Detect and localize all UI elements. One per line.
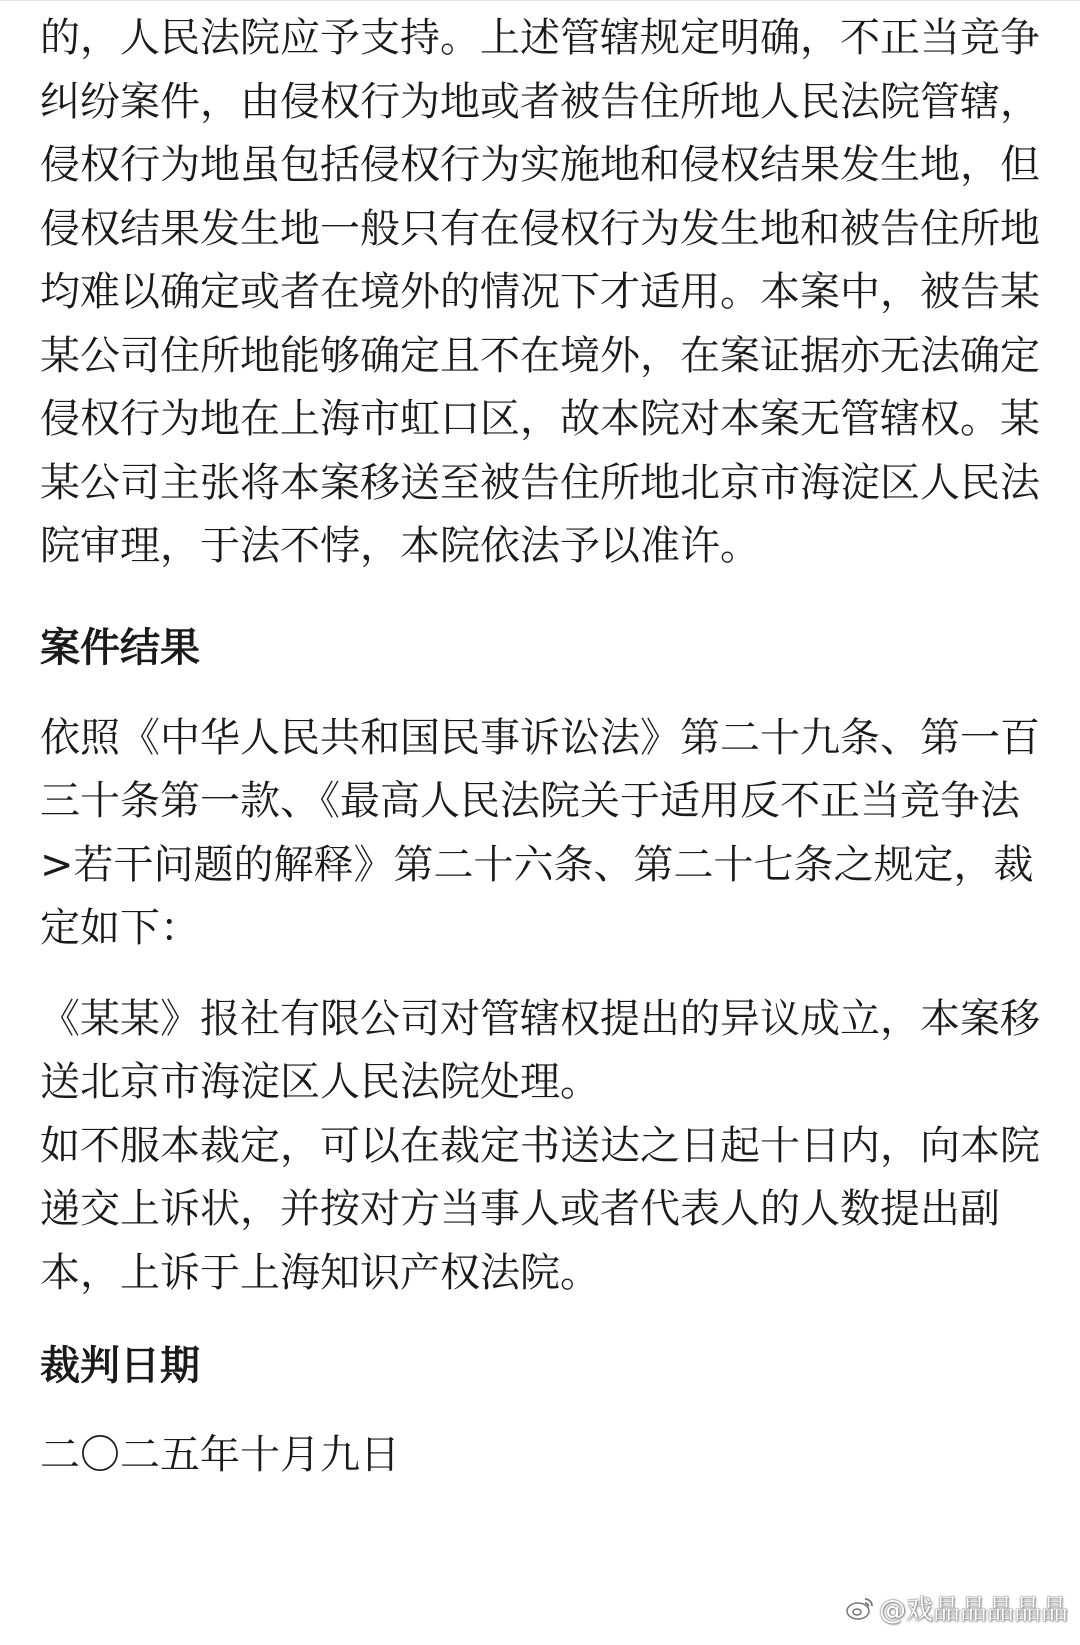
paragraph-ruling: 《某某》报社有限公司对管辖权提出的异议成立，本案移送北京市海淀区人民法院处理。 bbox=[40, 995, 1040, 1105]
paragraph-date: 二〇二五年十月九日 bbox=[40, 1432, 400, 1478]
document-body bbox=[40, 0, 1040, 1488]
paragraph-appeal-notice: 如不服本裁定，可以在裁定书送达之日起十日内，向本院递交上诉状，并按对方当事人或者代表人的人数提出副本，上诉于上海知识产权法院。 bbox=[40, 1122, 1040, 1296]
heading-ruling-date: 裁判日期 bbox=[40, 1343, 200, 1389]
watermark-text: @戏晶晶晶晶晶 bbox=[879, 1595, 1068, 1626]
watermark bbox=[845, 1588, 1068, 1627]
paragraph-jurisdiction-reasoning: 的，人民法院应予支持。上述管辖规定明确，不正当竞争纠纷案件，由侵权行为地或者被告住所地人民法院管辖，侵权行为地虽包括侵权行为实施地和侵权结果发生地，但侵权结果发生地一般只有在侵权行为发生地和被告住所地均难以确定或者在境外的情况下才适用。本案中，被告某某公司住所地能够确定且不在境外，在案证据亦无法确定侵权行为地在上海市虹口区，故本院对本案无管辖权。某某公司主张将本案移送至被告住所地北京市海淀区人民法院审理，于法不悖，本院依法予以准许。 bbox=[40, 15, 1040, 569]
heading-case-result: 案件结果 bbox=[40, 624, 200, 671]
paragraph-legal-basis: 依照《中华人民共和国民事诉讼法》第二十九条、第一百三十条第一款、《最高人民法院关于适用反不正当竞争法>若干问题的解释》第二十六条、第二十七条之规定，裁定如下： bbox=[40, 714, 1040, 951]
weibo-icon bbox=[845, 1593, 875, 1623]
